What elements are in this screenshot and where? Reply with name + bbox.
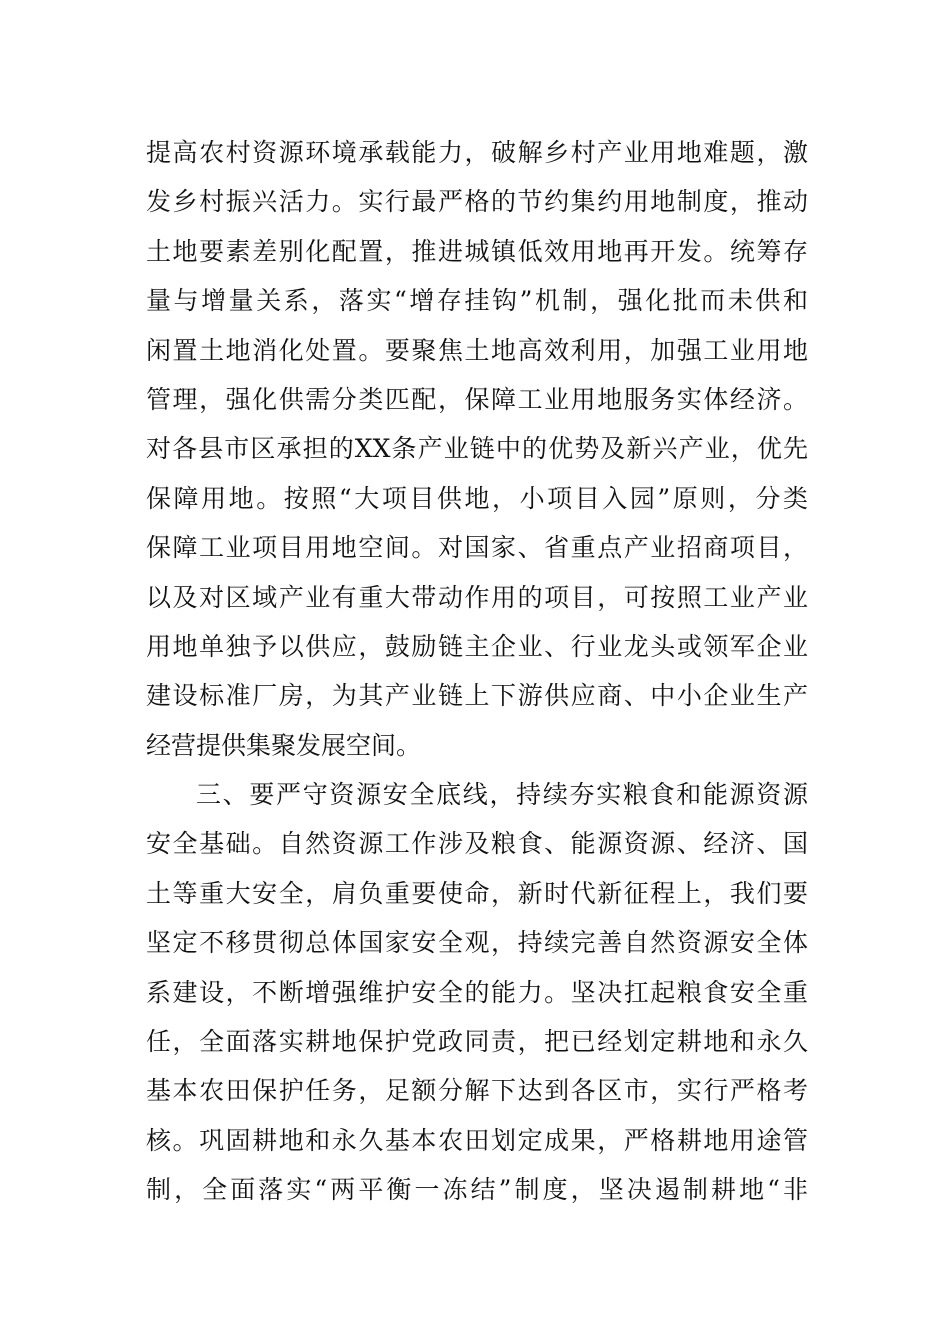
- text-line: 安全基础。自然资源工作涉及粮食、能源资源、经济、国: [146, 829, 808, 859]
- paragraph-land-use: [146, 128, 808, 770]
- text-line: 发乡村振兴活力。实行最严格的节约集约用地制度，推动: [146, 187, 808, 217]
- text-line: 经营提供集聚发展空间。: [146, 730, 422, 760]
- text-line: 管理，强化供需分类匹配，保障工业用地服务实体经济。: [146, 384, 808, 414]
- text-line: 以及对区域产业有重大带动作用的项目，可按照工业产业: [146, 582, 808, 612]
- text-line: 坚定不移贯彻总体国家安全观，持续完善自然资源安全体: [146, 928, 808, 958]
- text-line: 基本农田保护任务，足额分解下达到各区市，实行严格考: [146, 1076, 808, 1106]
- text-line: 制，全面落实“两平衡一冻结”制度，坚决遏制耕地“非: [146, 1175, 808, 1205]
- section-heading-line: 三、要严守资源安全底线，持续夯实粮食和能源资源: [196, 780, 808, 810]
- text-line: 闲置土地消化处置。要聚焦土地高效利用，加强工业用地: [146, 335, 808, 365]
- text-line: 保障用地。按照“大项目供地，小项目入园”原则，分类: [146, 483, 808, 513]
- text-line: 量与增量关系，落实“增存挂钩”机制，强化批而未供和: [146, 286, 808, 316]
- text-line: 核。巩固耕地和永久基本农田划定成果，严格耕地用途管: [146, 1125, 808, 1155]
- paragraph-resource-security: [146, 770, 808, 1215]
- text-line: 用地单独予以供应，鼓励链主企业、行业龙头或领军企业: [146, 631, 808, 661]
- text-line: 系建设，不断增强维护安全的能力。坚决扛起粮食安全重: [146, 977, 808, 1007]
- document-body: [146, 128, 808, 1215]
- text-line: 保障工业项目用地空间。对国家、省重点产业招商项目，: [146, 533, 808, 563]
- text-line: 建设标准厂房，为其产业链上下游供应商、中小企业生产: [146, 681, 808, 711]
- text-line: 对各县市区承担的XX条产业链中的优势及新兴产业，优先: [146, 434, 808, 464]
- text-line: 土等重大安全，肩负重要使命，新时代新征程上，我们要: [146, 878, 808, 908]
- text-line: 提高农村资源环境承载能力，破解乡村产业用地难题，激: [146, 138, 808, 167]
- text-line: 土地要素差别化配置，推进城镇低效用地再开发。统筹存: [146, 236, 808, 266]
- text-line: 任，全面落实耕地保护党政同责，把已经划定耕地和永久: [146, 1027, 808, 1057]
